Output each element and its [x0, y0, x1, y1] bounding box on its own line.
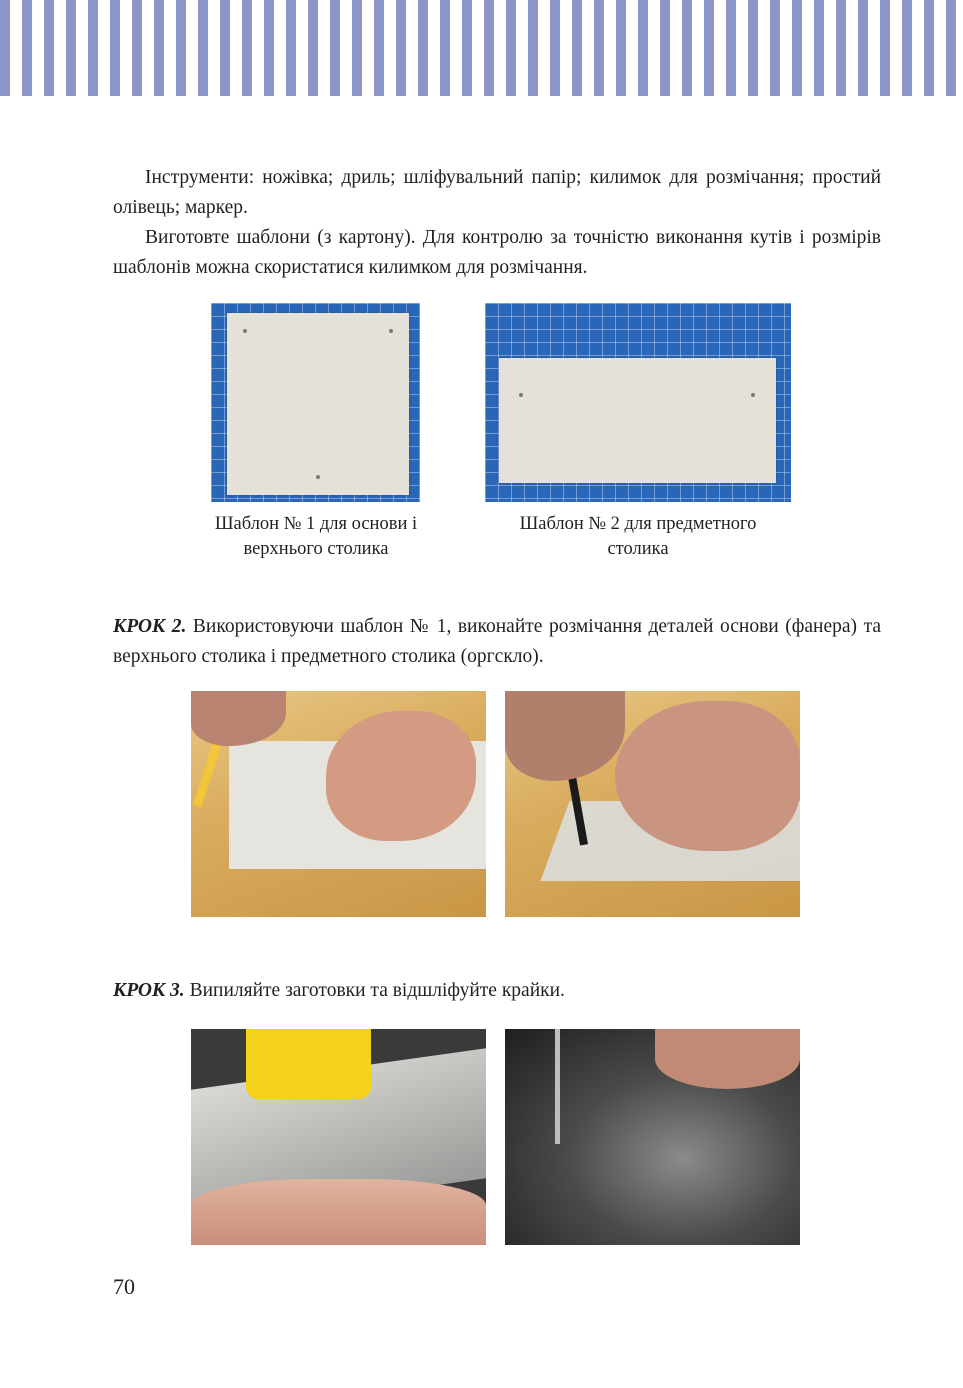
marking-plexiglass-photo [505, 691, 800, 917]
hand [505, 691, 625, 781]
sanding-photo [505, 1029, 800, 1245]
step2-paragraph [113, 612, 881, 672]
hand [615, 701, 800, 851]
saw-handle [246, 1029, 371, 1099]
file-tool [555, 1029, 560, 1144]
page-number: 70 [113, 1274, 135, 1299]
templates-paragraph: Виготовте шаблони (з картону). Для контролю за точністю виконання кутів і розмірів шаблонів можна скористатися килимком для розмічання. [113, 227, 881, 278]
template-2-photo [485, 303, 791, 502]
step3-paragraph [113, 976, 881, 1006]
template-2-caption: Шаблон № 2 для предметного столика [519, 514, 757, 559]
template-2-card [499, 358, 776, 483]
template-1-caption: Шаблон № 1 для основи і верхнього столика [214, 514, 418, 559]
step2-text: Використовуючи шаблон № 1, виконайте розмічання деталей основи (фанера) та верхнього столика і предметного столика (оргскло). [113, 616, 881, 667]
mark-dot [243, 329, 247, 333]
tools-paragraph: Інструменти: ножівка; дриль; шліфувальний папір; килимок для розмічання; простий олівець; маркер. [113, 167, 881, 218]
hand [191, 1179, 486, 1245]
hand [655, 1029, 800, 1089]
mark-dot [751, 393, 755, 397]
sawing-photo [191, 1029, 486, 1245]
step2-label: КРОК 2. [113, 616, 187, 637]
mark-dot [316, 475, 320, 479]
step3-text: Випиляйте заготовки та відшліфуйте крайки. [184, 980, 565, 1001]
mark-dot [519, 393, 523, 397]
template-1-card [227, 313, 409, 495]
hand [191, 691, 286, 746]
marking-plywood-photo [191, 691, 486, 917]
template-1-photo [211, 303, 420, 502]
step3-label: КРОК 3. [113, 980, 185, 1001]
header-stripes [0, 0, 963, 96]
hand [326, 711, 476, 841]
mark-dot [389, 329, 393, 333]
